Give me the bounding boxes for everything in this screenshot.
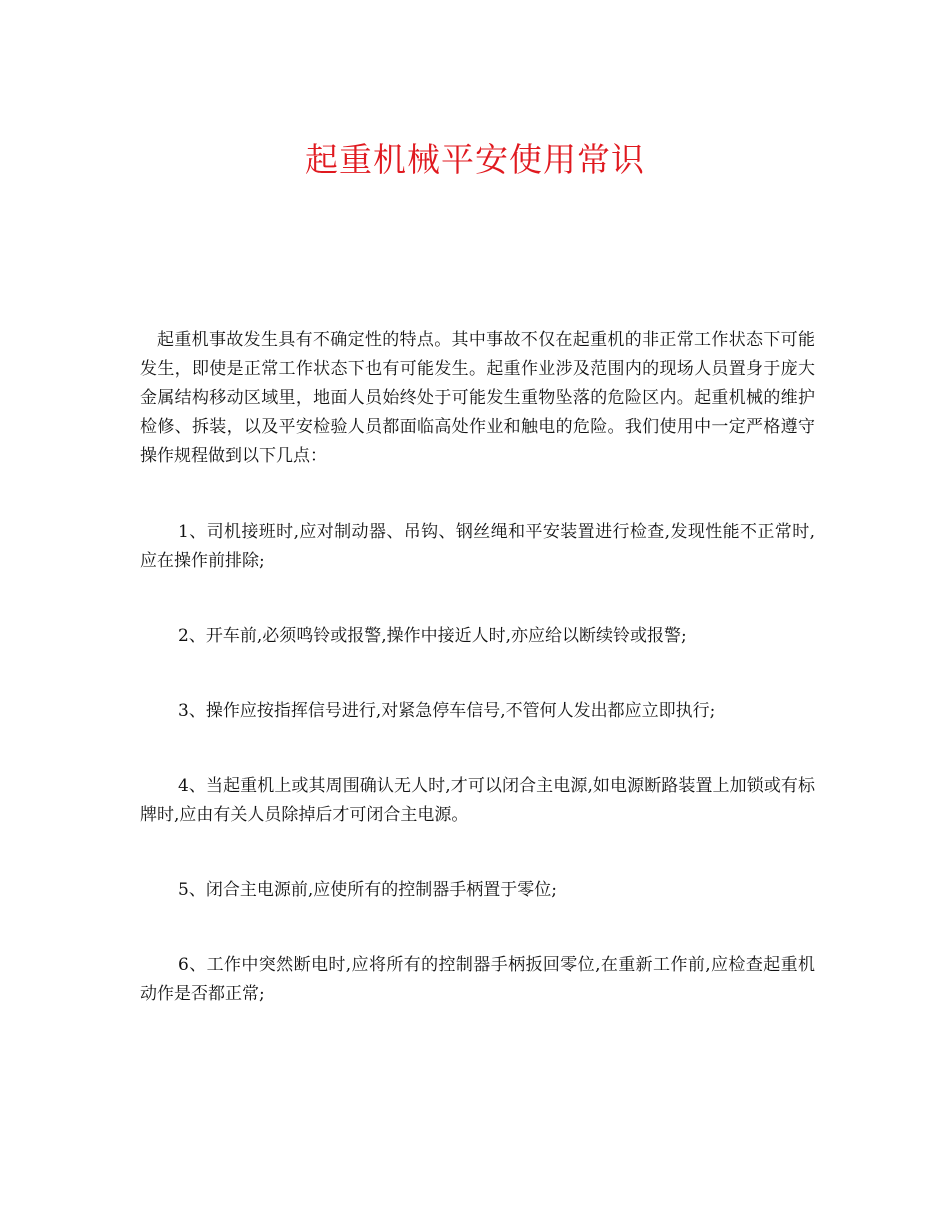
rule-item-6: 6、工作中突然断电时,应将所有的控制器手柄扳回零位,在重新工作前,应检查起重机动作是否都正常; [140, 955, 815, 1004]
rule-item-5: 5、闭合主电源前,应使所有的控制器手柄置于零位; [178, 880, 557, 900]
page-title: 起重机械平安使用常识 [305, 140, 645, 179]
document-body [140, 326, 815, 1055]
rule-item-2: 2、开车前,必须鸣铃或报警,操作中接近人时,亦应给以断续铃或报警; [178, 626, 687, 646]
rule-item-3: 3、操作应按指挥信号进行,对紧急停车信号,不管何人发出都应立即执行; [178, 701, 716, 721]
rule-item-1: 1、司机接班时,应对制动器、吊钩、钢丝绳和平安装置进行检查,发现性能不正常时,应在操作前排除; [140, 522, 815, 571]
intro-paragraph: 起重机事故发生具有不确定性的特点。其中事故不仅在起重机的非正常工作状态下可能发生，即使是正常工作状态下也有可能发生。起重作业涉及范围内的现场人员置身于庞大金属结构移动区域里，地面人员始终处于可能发生重物坠落的危险区内。起重机械的维护检修、拆装，以及平安检验人员都面临高处作业和触电的危险。我们使用中一定严格遵守操作规程做到以下几点： [140, 330, 815, 466]
rule-item-4: 4、当起重机上或其周围确认无人时,才可以闭合主电源,如电源断路装置上加锁或有标牌时,应由有关人员除掉后才可闭合主电源。 [140, 776, 815, 825]
